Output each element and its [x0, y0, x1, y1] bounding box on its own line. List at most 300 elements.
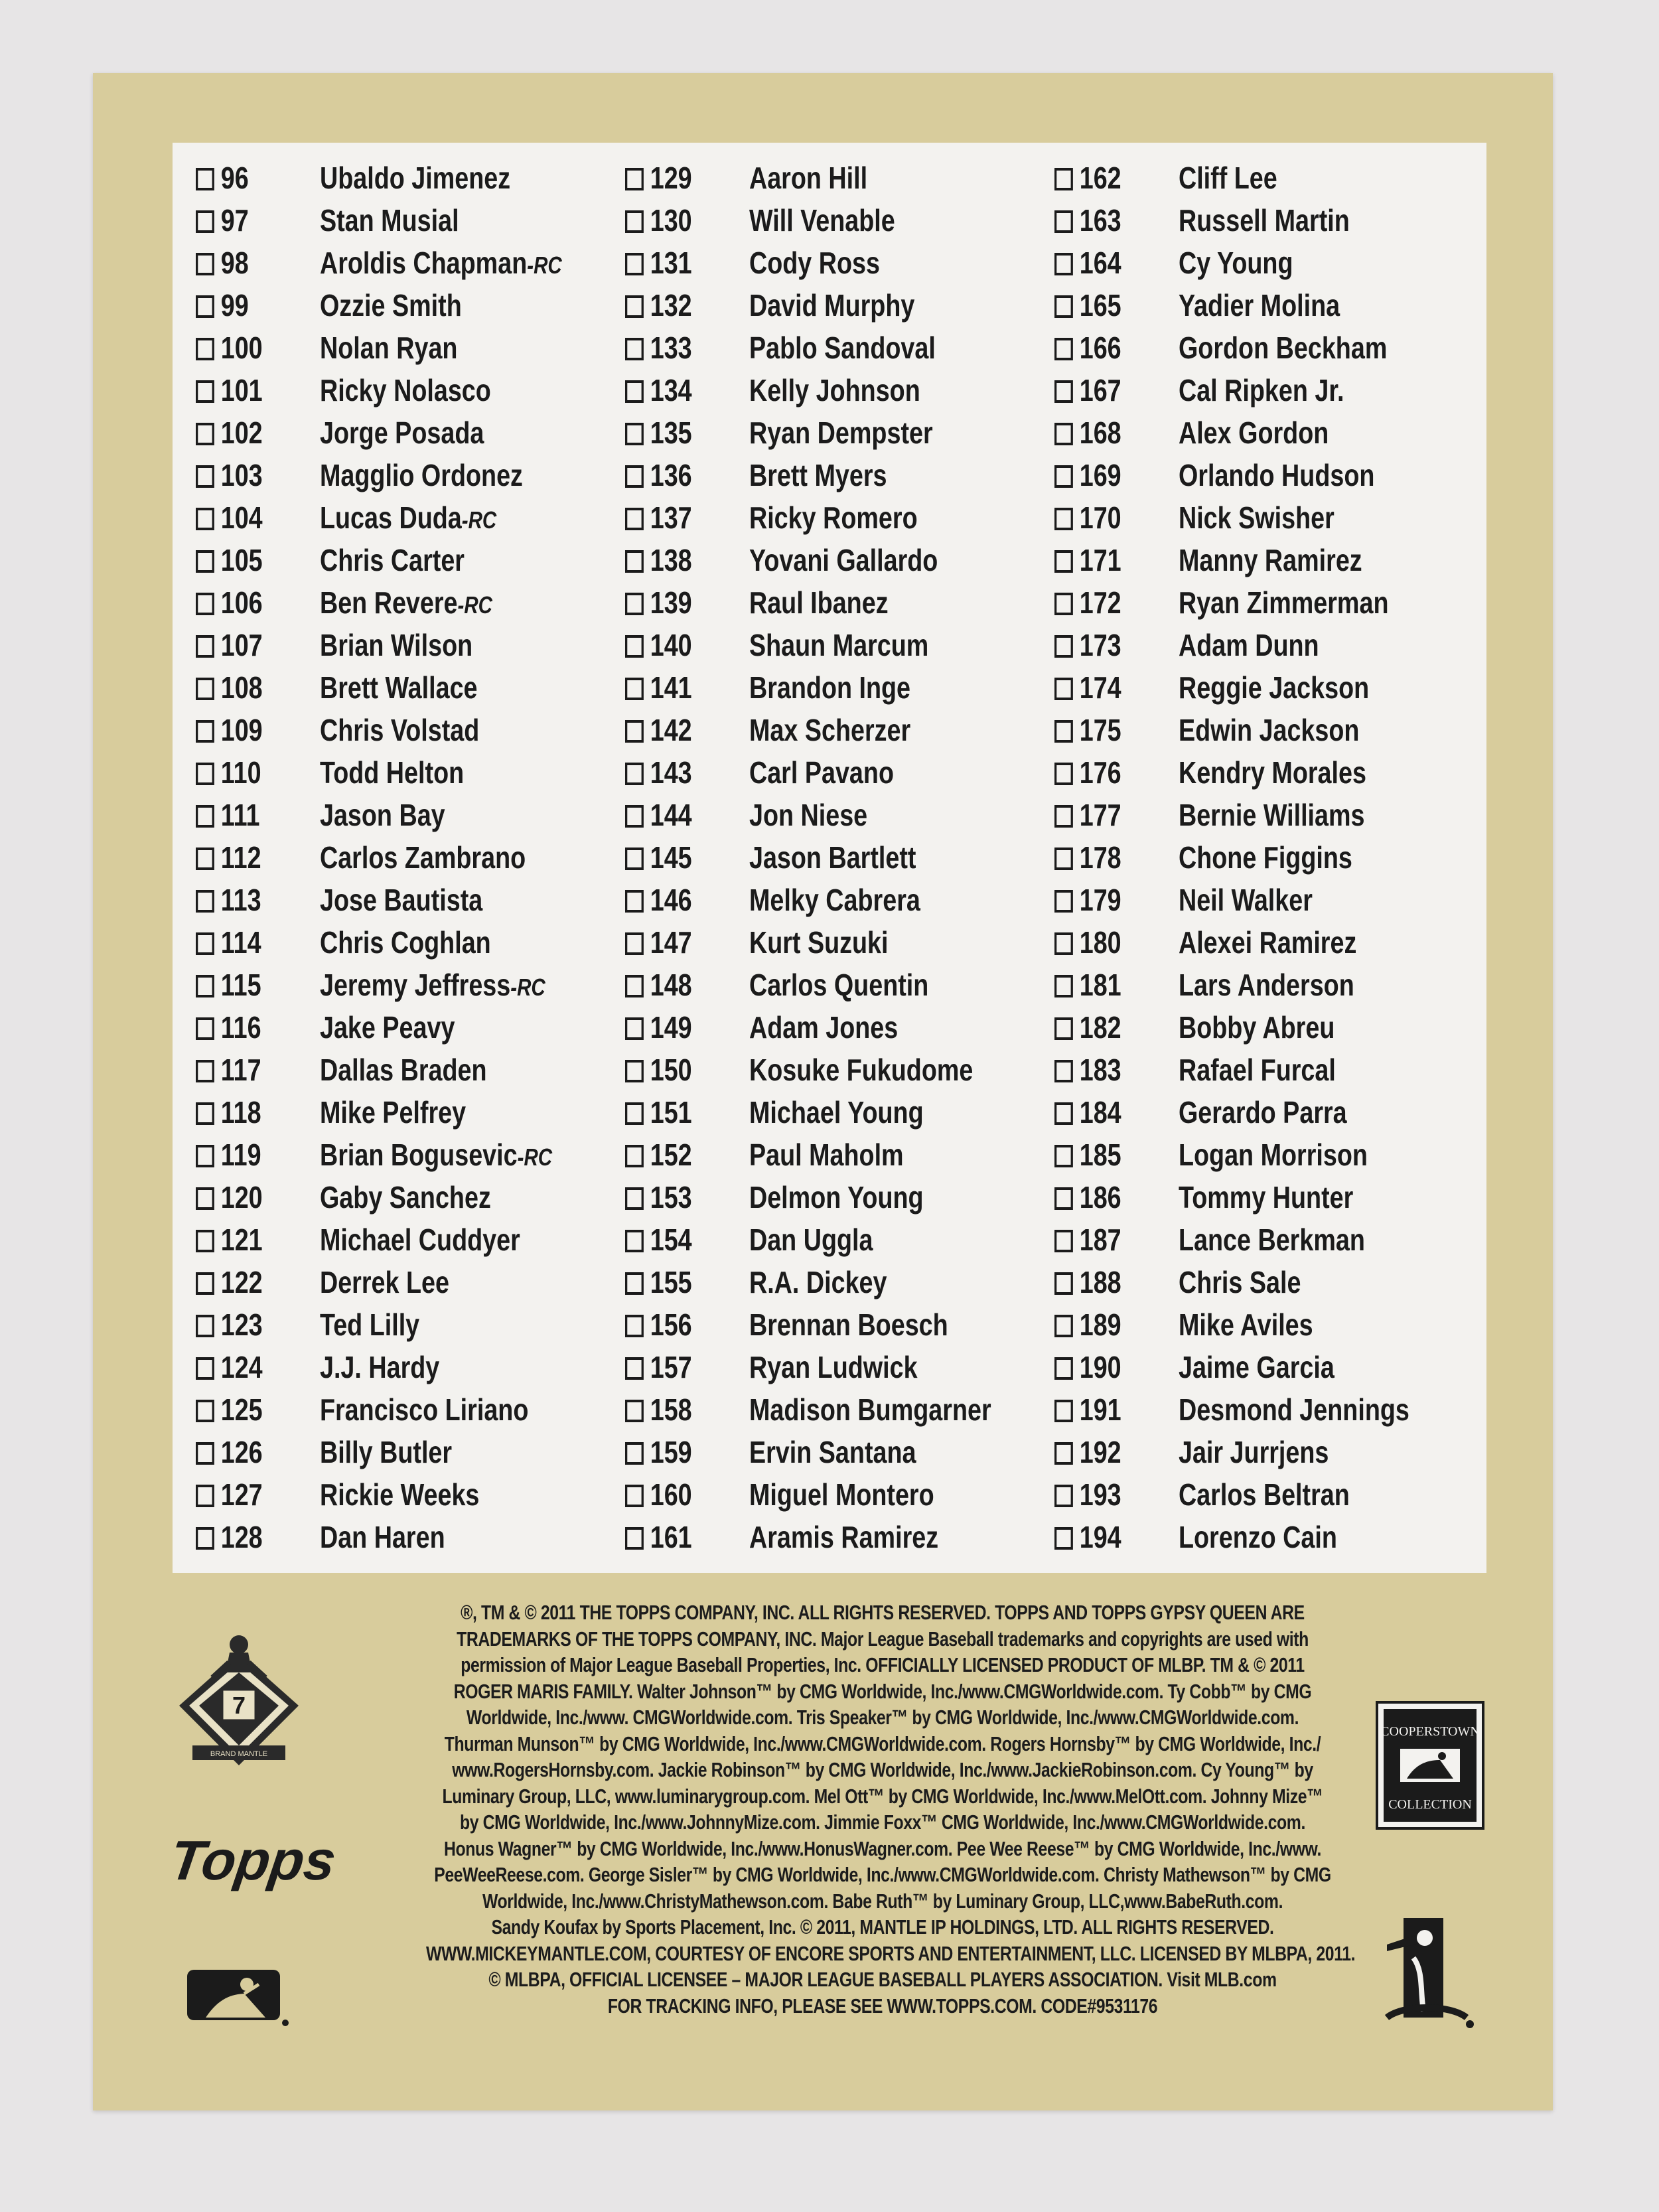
card-number-label: 185 — [1079, 1138, 1121, 1172]
checklist-row — [196, 752, 544, 794]
card-number-label: 109 — [220, 713, 263, 747]
player-name-text: J.J. Hardy — [319, 1350, 440, 1384]
card-number-label: 149 — [650, 1010, 692, 1045]
checkbox[interactable] — [625, 593, 644, 615]
player-name-text: Cliff Lee — [1178, 161, 1277, 195]
checkbox[interactable] — [625, 1145, 644, 1167]
checkbox[interactable] — [196, 1315, 214, 1337]
checkbox[interactable] — [196, 1187, 214, 1210]
checkbox[interactable] — [625, 678, 644, 700]
checkbox[interactable] — [196, 295, 214, 318]
checklist-row — [196, 1134, 553, 1177]
checklist-row — [196, 1347, 544, 1389]
checklist-row — [196, 157, 544, 200]
checklist-row — [196, 1516, 544, 1559]
card-number-label: 100 — [220, 331, 263, 365]
player-name-text: Ryan Zimmerman — [1178, 585, 1389, 620]
checkbox[interactable] — [1054, 678, 1073, 700]
player-name — [1179, 1179, 1353, 1215]
checkbox[interactable] — [196, 720, 214, 743]
checkbox[interactable] — [625, 975, 644, 997]
card-number-label: 134 — [650, 373, 692, 407]
player-name-text: Brandon Inge — [749, 670, 911, 705]
checkbox[interactable] — [196, 1272, 214, 1295]
checkbox[interactable] — [625, 1442, 644, 1465]
player-name-text: Adam Jones — [749, 1010, 899, 1045]
card-number-label: 151 — [650, 1095, 692, 1130]
card-number-label: 180 — [1079, 925, 1121, 960]
checkbox[interactable] — [196, 1485, 214, 1507]
card-number-label: 169 — [1079, 458, 1121, 492]
checklist-row — [1054, 327, 1403, 370]
checklist-row — [625, 1219, 974, 1262]
checkbox[interactable] — [1054, 1060, 1073, 1082]
card-number-label: 121 — [220, 1222, 263, 1257]
card-number-label: 127 — [220, 1477, 263, 1512]
checkbox[interactable] — [1054, 1357, 1073, 1380]
player-name-text: Mike Aviles — [1178, 1307, 1313, 1342]
player-name-text: Ervin Santana — [749, 1435, 916, 1469]
checkbox[interactable] — [1054, 295, 1073, 318]
player-name — [320, 1222, 520, 1258]
card-number-label: 123 — [220, 1307, 263, 1342]
card-number-label: 116 — [220, 1010, 261, 1045]
legal-line: Thurman Munson™ by CMG Worldwide, Inc./www.CMGWorldwide.com. Rogers Hornsby™ by CMG Worldwide, Inc./ — [444, 1732, 1321, 1755]
card-number-label: 179 — [1079, 883, 1121, 917]
player-name — [749, 670, 910, 705]
checklist-row — [625, 455, 974, 497]
player-name-text: Brett Myers — [749, 458, 887, 492]
card-number-label: 148 — [650, 968, 692, 1002]
player-name — [1179, 287, 1340, 323]
checkbox[interactable] — [1054, 890, 1073, 913]
player-name — [320, 1519, 445, 1555]
checkbox[interactable] — [1054, 1315, 1073, 1337]
checklist-row — [625, 327, 974, 370]
checkbox[interactable] — [625, 423, 644, 445]
card-number-label: 183 — [1079, 1053, 1121, 1087]
checkbox[interactable] — [196, 380, 214, 403]
mlbpa-logo — [1377, 1911, 1483, 2031]
card-number-label: 139 — [650, 585, 692, 620]
player-name-text: Madison Bumgarner — [749, 1392, 991, 1427]
player-name-text: Max Scherzer — [749, 713, 911, 747]
checkbox[interactable] — [196, 550, 214, 573]
checkbox[interactable] — [625, 720, 644, 743]
checklist-row — [1054, 1219, 1403, 1262]
player-name-text: Francisco Liriano — [319, 1392, 529, 1427]
checkbox[interactable] — [625, 338, 644, 360]
player-name — [749, 1009, 898, 1045]
team-logo-text: BRAND MANTLE — [210, 1750, 268, 1758]
player-name — [320, 160, 510, 196]
card-number-label: 161 — [650, 1520, 692, 1554]
player-name-text: Aroldis Chapman — [319, 246, 528, 280]
player-name-text: Jaime Garcia — [1178, 1350, 1334, 1384]
card-number-label: 153 — [650, 1180, 692, 1215]
player-name — [749, 1349, 918, 1385]
card-number-label: 111 — [220, 798, 260, 832]
player-name-text: Cy Young — [1178, 246, 1293, 280]
checklist-row — [625, 922, 974, 964]
card-number-label: 107 — [220, 628, 263, 662]
player-name-text: Tommy Hunter — [1178, 1180, 1354, 1215]
player-name — [1179, 670, 1369, 705]
player-name-text: Dan Uggla — [749, 1222, 873, 1257]
checklist-row — [196, 242, 562, 285]
checkbox[interactable] — [196, 1060, 214, 1082]
checklist-row — [196, 412, 544, 455]
checkbox[interactable] — [1054, 1230, 1073, 1252]
checkbox[interactable] — [196, 678, 214, 700]
checkbox[interactable] — [1054, 763, 1073, 785]
rookie-card-tag: -RC — [527, 252, 562, 279]
player-name-text: Chris Volstad — [319, 713, 480, 747]
checklist-row — [1054, 370, 1403, 412]
player-name-text: Raul Ibanez — [749, 585, 889, 620]
checklist-row — [625, 964, 974, 1007]
rookie-card-tag: -RC — [461, 506, 497, 534]
player-name — [320, 1392, 528, 1428]
player-name — [320, 967, 545, 1003]
player-name-text: Chris Carter — [319, 543, 465, 577]
card-number-label: 188 — [1079, 1265, 1121, 1299]
checklist-row — [625, 582, 974, 625]
card-number-label: 101 — [220, 373, 263, 407]
checkbox[interactable] — [1054, 805, 1073, 828]
checkbox[interactable] — [1054, 1400, 1073, 1422]
checkbox[interactable] — [1054, 253, 1073, 275]
player-name — [320, 755, 464, 790]
player-name-text: Ricky Romero — [749, 500, 918, 535]
checklist-row — [625, 794, 974, 837]
checkbox[interactable] — [1054, 848, 1073, 870]
checkbox[interactable] — [1054, 1485, 1073, 1507]
checklist-row — [625, 1516, 974, 1559]
checkbox[interactable] — [625, 1527, 644, 1550]
checklist-panel — [173, 143, 1486, 1573]
player-name-text: Alex Gordon — [1178, 415, 1329, 450]
player-name — [749, 1519, 938, 1555]
checkbox[interactable] — [625, 635, 644, 658]
checklist-row — [625, 540, 974, 582]
checkbox[interactable] — [625, 253, 644, 275]
legal-line: © MLBPA, OFFICIAL LICENSEE – MAJOR LEAGUE BASEBALL PLAYERS ASSOCIATION. Visit MLB.com — [488, 1968, 1277, 1991]
player-name — [749, 1137, 904, 1173]
player-name-text: Mike Pelfrey — [319, 1095, 467, 1130]
checkbox[interactable] — [196, 508, 214, 530]
player-name-text: Ted Lilly — [319, 1307, 420, 1342]
rookie-card-tag: -RC — [457, 591, 493, 619]
card-number-label: 154 — [650, 1222, 692, 1257]
checklist-row — [625, 412, 974, 455]
card-number-label: 105 — [220, 543, 263, 577]
checkbox[interactable] — [196, 975, 214, 997]
player-name — [1179, 924, 1356, 960]
checkbox[interactable] — [625, 1187, 644, 1210]
card-number-label: 165 — [1079, 288, 1121, 323]
player-name-text: Russell Martin — [1178, 203, 1350, 238]
card-number-label: 125 — [220, 1392, 263, 1427]
player-name — [749, 500, 918, 536]
player-name-text: Carlos Beltran — [1178, 1477, 1350, 1512]
checkbox[interactable] — [625, 848, 644, 870]
checklist-row — [196, 582, 544, 625]
player-name-text: Jose Bautista — [319, 883, 483, 917]
checklist-row — [625, 1092, 974, 1134]
checkbox[interactable] — [625, 168, 644, 190]
player-name-text: Brian Bogusevic — [319, 1138, 518, 1172]
card-number-label: 160 — [650, 1477, 692, 1512]
player-name — [320, 712, 479, 748]
player-name — [320, 627, 472, 663]
card-number-label: 181 — [1079, 968, 1121, 1002]
checkbox[interactable] — [1054, 975, 1073, 997]
checklist-row — [196, 1262, 544, 1304]
player-name-text: Stan Musial — [319, 203, 459, 238]
card-number-label: 192 — [1079, 1435, 1121, 1469]
player-name — [1179, 1264, 1301, 1300]
checkbox[interactable] — [1054, 508, 1073, 530]
checkbox[interactable] — [625, 1102, 644, 1125]
checkbox[interactable] — [625, 932, 644, 955]
player-name — [1179, 542, 1362, 578]
player-name-text: Adam Dunn — [1178, 628, 1319, 662]
player-name — [749, 287, 914, 323]
legal-line: www.RogersHornsby.com. Jackie Robinson™ by CMG Worldwide, Inc./www.JackieRobinson.com. Cy Young™ by — [452, 1758, 1313, 1781]
checklist-row — [625, 1262, 974, 1304]
checklist-row — [196, 837, 544, 879]
checkbox[interactable] — [1054, 550, 1073, 573]
player-name-text: Carlos Zambrano — [319, 840, 526, 875]
checkbox[interactable] — [196, 210, 214, 233]
checklist-row — [1054, 1516, 1403, 1559]
checkbox[interactable] — [1054, 1102, 1073, 1125]
checkbox[interactable] — [1054, 1145, 1073, 1167]
card-number-label: 168 — [1079, 415, 1121, 450]
legal-line: permission of Major League Baseball Properties, Inc. OFFICIALLY LICENSED PRODUCT OF MLBP. TM & © 2011 — [461, 1653, 1305, 1676]
checklist-row — [625, 157, 974, 200]
cooperstown-collection-logo — [1374, 1699, 1486, 1832]
checklist-row — [625, 667, 974, 709]
checkbox[interactable] — [196, 1017, 214, 1040]
checkbox[interactable] — [1054, 1187, 1073, 1210]
checkbox[interactable] — [1054, 1527, 1073, 1550]
checkbox[interactable] — [1054, 465, 1073, 488]
player-name — [320, 1434, 452, 1470]
checkbox[interactable] — [1054, 720, 1073, 743]
player-name — [320, 1179, 491, 1215]
player-name — [749, 627, 928, 663]
checkbox[interactable] — [625, 550, 644, 573]
checkbox[interactable] — [1054, 1442, 1073, 1465]
checkbox[interactable] — [196, 848, 214, 870]
player-name-text: Billy Butler — [319, 1435, 453, 1469]
checklist-row — [1054, 1304, 1403, 1347]
checkbox[interactable] — [196, 1102, 214, 1125]
player-name-text: Delmon Young — [749, 1180, 924, 1215]
player-name — [320, 1349, 439, 1385]
checkbox[interactable] — [625, 763, 644, 785]
player-name — [320, 1264, 449, 1300]
card-number-label: 182 — [1079, 1010, 1121, 1045]
checklist-row — [1054, 1474, 1403, 1516]
card-number-label: 166 — [1079, 331, 1121, 365]
player-name-text: Kosuke Fukudome — [749, 1053, 974, 1087]
card-number-label: 189 — [1079, 1307, 1121, 1342]
checklist-row — [196, 667, 544, 709]
checkbox[interactable] — [196, 805, 214, 828]
player-name-text: R.A. Dickey — [749, 1265, 887, 1299]
player-name-text: Ubaldo Jimenez — [319, 161, 511, 195]
checkbox[interactable] — [1054, 210, 1073, 233]
checklist-row — [1054, 157, 1403, 200]
checkbox[interactable] — [196, 635, 214, 658]
player-name — [320, 670, 478, 705]
checkbox[interactable] — [625, 1017, 644, 1040]
player-name-text: Brian Wilson — [319, 628, 473, 662]
card-number-label: 172 — [1079, 585, 1121, 620]
checklist-row — [625, 1007, 974, 1049]
player-name-text: Chris Sale — [1178, 1265, 1301, 1299]
card-number-label: 112 — [220, 840, 261, 875]
checkbox[interactable] — [196, 338, 214, 360]
checkbox[interactable] — [196, 932, 214, 955]
checklist-row — [625, 709, 974, 752]
checkbox[interactable] — [625, 295, 644, 318]
checkbox[interactable] — [625, 210, 644, 233]
card-number-label: 98 — [220, 246, 249, 280]
checkbox[interactable] — [625, 465, 644, 488]
checkbox[interactable] — [625, 508, 644, 530]
legal-line: Worldwide, Inc./www. CMGWorldwide.com. Tris Speaker™ by CMG Worldwide, Inc./www.CMGWorldwide.com. — [466, 1706, 1299, 1729]
checkbox[interactable] — [1054, 1272, 1073, 1295]
checklist-row — [196, 497, 544, 540]
card-number-label: 135 — [650, 415, 692, 450]
checkbox[interactable] — [625, 890, 644, 913]
card-number-label: 152 — [650, 1138, 692, 1172]
player-name — [749, 542, 938, 578]
checklist-row — [1054, 625, 1403, 667]
checkbox[interactable] — [625, 1485, 644, 1507]
checklist-row — [196, 922, 544, 964]
player-name — [749, 1477, 934, 1512]
checklist-row — [625, 625, 974, 667]
player-name-text: Cody Ross — [749, 246, 880, 280]
player-name — [320, 924, 491, 960]
player-name — [749, 840, 916, 875]
checklist-row — [196, 1007, 544, 1049]
checkbox[interactable] — [196, 253, 214, 275]
checklist-row — [1054, 1092, 1403, 1134]
checklist-row — [1054, 242, 1403, 285]
card-number-label: 114 — [220, 925, 261, 960]
checklist-row — [196, 200, 544, 242]
checkbox[interactable] — [196, 1400, 214, 1422]
checkbox[interactable] — [196, 890, 214, 913]
checklist-row — [625, 1389, 991, 1432]
checkbox[interactable] — [625, 1357, 644, 1380]
card-number-label: 110 — [220, 755, 261, 790]
checklist-row — [196, 370, 544, 412]
checkbox[interactable] — [1054, 593, 1073, 615]
player-name-text: Paul Maholm — [749, 1138, 904, 1172]
player-name-text: Jon Niese — [749, 798, 868, 832]
checkbox[interactable] — [196, 465, 214, 488]
card-number-label: 140 — [650, 628, 692, 662]
checkbox[interactable] — [196, 423, 214, 445]
player-name-text: Shaun Marcum — [749, 628, 929, 662]
topps-logo — [165, 1825, 340, 1898]
checkbox[interactable] — [625, 1400, 644, 1422]
checkbox[interactable] — [625, 1060, 644, 1082]
player-name-text: Jason Bartlett — [749, 840, 916, 875]
checkbox[interactable] — [196, 168, 214, 190]
checkbox[interactable] — [196, 763, 214, 785]
checklist-row — [625, 242, 974, 285]
player-name — [749, 202, 895, 238]
card-number: 7 — [232, 1692, 246, 1719]
player-name — [1179, 245, 1293, 281]
player-name — [1179, 330, 1387, 366]
player-name-text: Melky Cabrera — [749, 883, 920, 917]
checkbox[interactable] — [1054, 635, 1073, 658]
card-number-label: 141 — [650, 670, 692, 705]
checkbox[interactable] — [625, 805, 644, 828]
checkbox[interactable] — [196, 1145, 214, 1167]
team-logo — [173, 1626, 305, 1772]
player-name — [1179, 1009, 1334, 1045]
checkbox[interactable] — [1054, 1017, 1073, 1040]
card-number-label: 163 — [1079, 203, 1121, 238]
checklist-row — [625, 1134, 974, 1177]
card-number-label: 155 — [650, 1265, 692, 1299]
checkbox[interactable] — [196, 1357, 214, 1380]
player-name — [749, 330, 936, 366]
checkbox[interactable] — [196, 1442, 214, 1465]
checklist-row — [1054, 540, 1403, 582]
player-name — [749, 1179, 924, 1215]
checkbox[interactable] — [196, 1527, 214, 1550]
player-name — [749, 755, 894, 790]
checklist-row — [196, 794, 544, 837]
checkbox[interactable] — [1054, 932, 1073, 955]
checklist-row — [1054, 1347, 1403, 1389]
player-name-text: Todd Helton — [319, 755, 465, 790]
checkbox[interactable] — [1054, 338, 1073, 360]
checkbox[interactable] — [1054, 380, 1073, 403]
checkbox[interactable] — [625, 1230, 644, 1252]
checkbox[interactable] — [625, 1272, 644, 1295]
checklist-row — [1054, 200, 1403, 242]
player-name — [1179, 1392, 1409, 1428]
checkbox[interactable] — [196, 1230, 214, 1252]
card-number-label: 137 — [650, 500, 692, 535]
card-number-label: 97 — [220, 203, 249, 238]
checkbox[interactable] — [625, 380, 644, 403]
player-name — [1179, 1477, 1350, 1512]
player-name — [1179, 1434, 1329, 1470]
card-number-label: 119 — [220, 1138, 261, 1172]
player-name-text: Logan Morrison — [1178, 1138, 1368, 1172]
checkbox[interactable] — [1054, 423, 1073, 445]
checklist-row — [1054, 412, 1403, 455]
player-name-text: Aaron Hill — [749, 161, 868, 195]
checkbox[interactable] — [625, 1315, 644, 1337]
checkbox[interactable] — [1054, 168, 1073, 190]
checkbox[interactable] — [196, 593, 214, 615]
player-name — [320, 797, 445, 833]
